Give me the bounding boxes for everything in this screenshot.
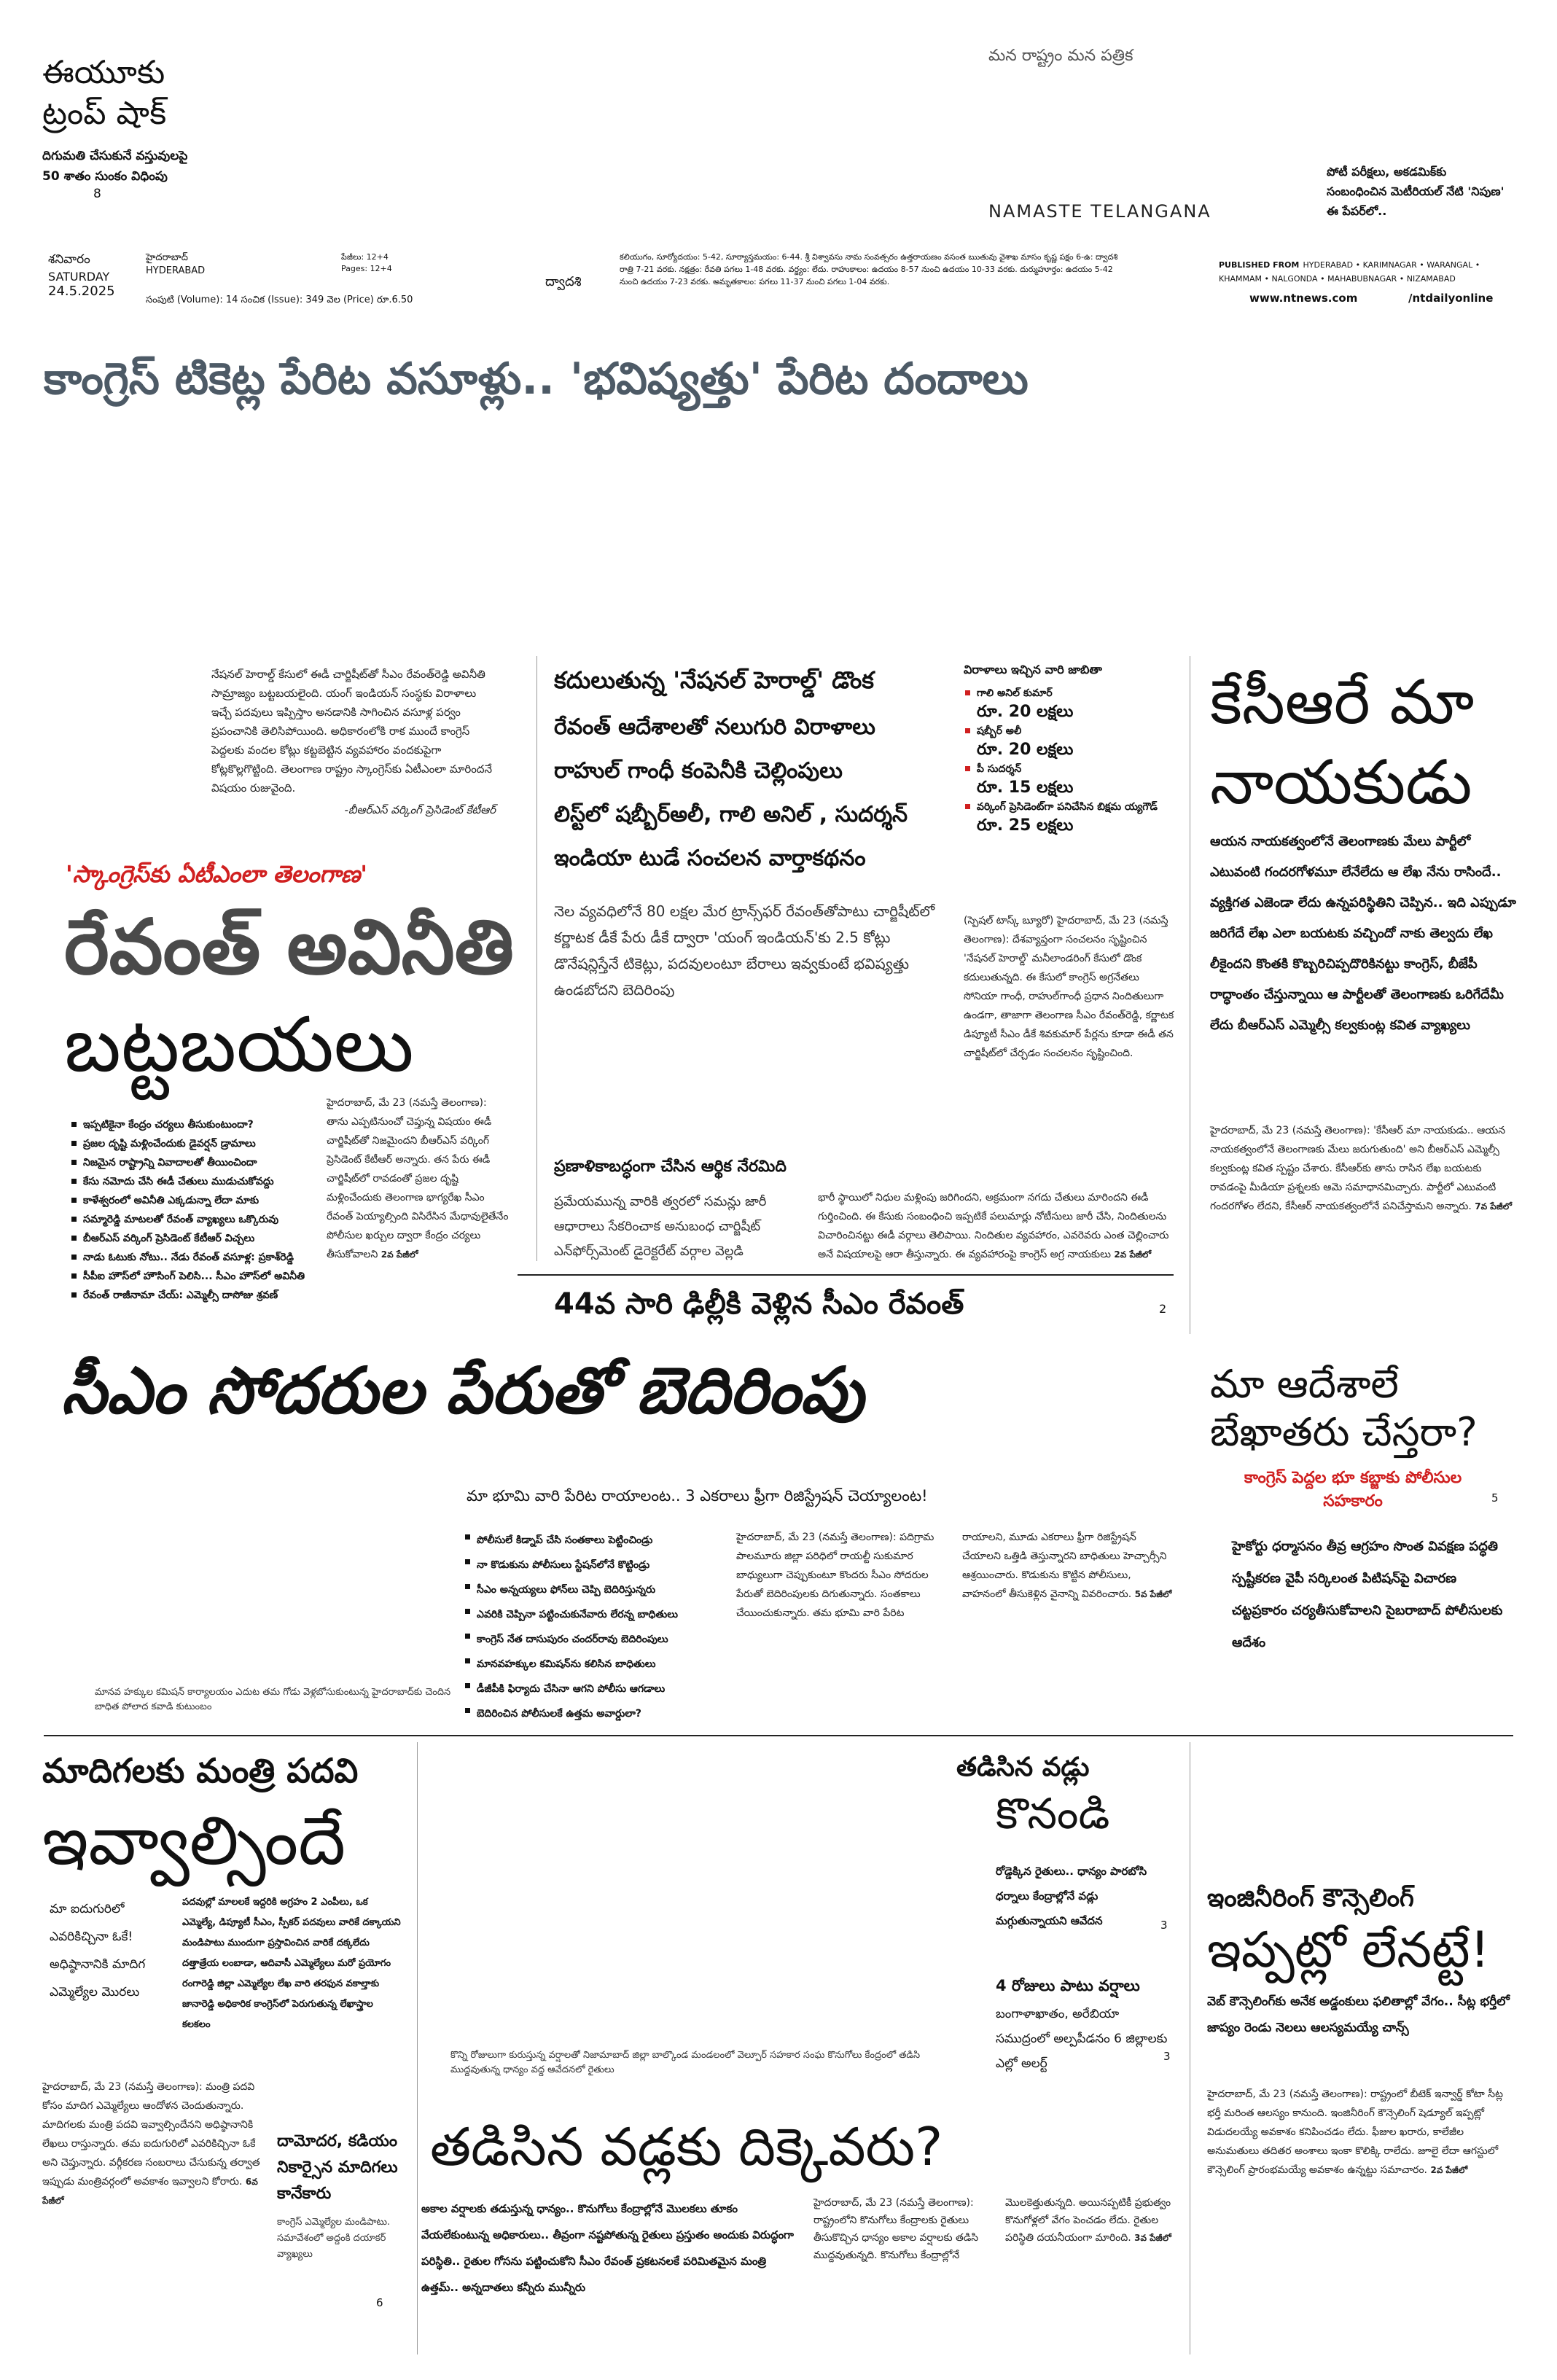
pages-te: పేజీలు: 12+4 (341, 252, 389, 262)
teaser-page: 8 (93, 187, 101, 201)
madiga-photo-box (277, 2129, 408, 2263)
nh-body-2 (818, 1188, 1175, 1264)
donor-name: షబ్బీర్ అలీ (977, 725, 1022, 737)
nh-headline: రేవంత్ ఆదేశాలతో నలుగురి విరాళాలు (554, 714, 875, 740)
madiga-photo-page: 6 (376, 2296, 383, 2309)
delhi-headline[interactable]: 44వ సారి ఢిల్లీకి వెళ్లిన సీఎం రేవంత్ (554, 1287, 964, 1321)
column-rule (417, 1742, 418, 2354)
madiga-headline-1[interactable]: మాదిగలకు మంత్రి పదవి (42, 1751, 359, 1790)
nh-deck: నెల వ్యవధిలోనే 80 లక్షల మేర ట్రాన్స్‌ఫర్ రేవంత్‌తోపాటు చార్జిషీట్‌లో కర్ణాటక డీకే పేరు డీకే ద్వారా 'యంగ్ ఇండియన్'కు 2.5 కోట్లు డొనేషన్లిస్తేనే టికెట్లు, పదవులంటూ బేరాలు ఇవ్వకుంటే భవిష్యత్తు ఉండబోదని బెదిరింపు (554, 902, 935, 999)
delhi-rule-top (518, 1274, 1174, 1276)
cm-brothers-headline[interactable]: సీఎం సోదరుల పేరుతో బెదిరింపు (61, 1353, 865, 1428)
website-link[interactable]: www.ntnews.com (1249, 292, 1358, 305)
cm-brothers-point: డీజీపీకి ఫిర్యాదు చేసినా ఆగని పోలీసు ఆగడాలు (464, 1677, 726, 1701)
date-block (48, 252, 121, 299)
ktr-quote (211, 665, 496, 819)
madiga-photo-sub: కాంగ్రెస్ ఎమ్మెల్యేల మండిపాటు. సమావేశంలో అద్దంకి దయాకర్ వ్యాఖ్యలు (277, 2217, 391, 2260)
published-label: PUBLISHED FROM (1219, 260, 1300, 270)
revanth-point: సమ్మారెడ్డి మాటలతో రేవంత్ వ్యాఖ్యలు ఒక్కొరువు (70, 1210, 318, 1229)
nh-headline: లిస్ట్‌లో షబ్బీర్‌అలీ, గాలి అనిల్ , సుదర్శన్ (554, 802, 908, 827)
nh-body-2-text: భారీ స్థాయిలో నిధుల మళ్లింపు జరిగిందని, అక్రమంగా నగదు చేతులు మారిందని ఈడీ గుర్తించింది. ఈ కేసుకు సంబంధించి ఇప్పటికే పలుమార్లు నోటీసులు జారీ చేసి, నిందితులను విచారించినట్టు ఈడీ వర్గాలు తెలిపాయి. నిందితుల వ్యవహారం, ఎవరెవరు ఎంత చెల్లించారు అనే విషయాలపై ఆరా తీస్తున్నారు. ఈ వ్యవహారంపై కాంగ్రెస్ అగ్ర నాయకులు (818, 1192, 1169, 1260)
cm-brothers-point: బెదిరించిన పోలీసులకే ఉత్తమ అవార్డులా? (464, 1701, 726, 1726)
orders-points: హైకోర్టు ధర్మాసనం తీవ్ర ఆగ్రహం సొంత వివక్షణ పద్ధతి స్పష్టీకరణ వైపీ సర్కిలంత పిటిషన్‌పై విచారణ చట్టప్రకారం చర్యతీసుకోవాలని సైబరాబాద్ పోలీసులకు ఆదేశం (1232, 1539, 1503, 1650)
paddy-jump[interactable]: 3వ పేజీలో (1134, 2233, 1171, 2243)
donor-amount: రూ. 20 లక్షలు (977, 741, 1074, 759)
revanth-headline-1[interactable]: రేవంత్ అవినీతి (64, 902, 514, 991)
madiga-body-text: హైదరాబాద్, మే 23 (నమస్తే తెలంగాణ): మంత్రి పదవి కోసం మాదిగ ఎమ్మెల్యేలు ఆందోళన చెందుతున్నారు. మాదిగలకు మంత్రి పదవి ఇవ్వాల్సిందేనని అధిష్ఠానానికి లేఖలు రాస్తున్నారు. తమ ఐదుగురిలో ఎవరికిచ్చినా ఓకే అని చెప్తున్నారు. వర్గీకరణ సంబరాలు చేసుకున్న తర్వాత ఇప్పుడు మంత్రివర్గంలో అవకాశం ఇవ్వాలని కోరారు. (42, 2081, 260, 2188)
orders-kicker: కాంగ్రెస్ పెద్దల భూ కబ్జాకు పోలీసుల సహకారం (1244, 1469, 1462, 1510)
madiga-body (42, 2077, 261, 2210)
paddy-body-text: హైదరాబాద్, మే 23 (నమస్తే తెలంగాణ): రాష్ట్రంలోని కొనుగోలు కేంద్రాలకు రైతులు తీసుకొచ్చిన ధాన్యం అకాల వర్షాలకు తడిసి ముద్దవుతున్నది. కొనుగోలు కేంద్రాల్లోనే మొలకెత్తుతున్నది. అయినప్పటికీ ప్రభుత్వం కొనుగోళ్లలో వేగం పెంచడం లేదు. రైతుల పరిస్థితి దయనీయంగా మారింది. (813, 2197, 1171, 2261)
engineering-headline-1[interactable]: ఇంజినీరింగ్ కౌన్సెలింగ్ (1207, 1884, 1414, 1913)
donor-list-title: విరాళాలు ఇచ్చిన వారి జాబితా (964, 663, 1102, 676)
nh-headlines[interactable] (554, 706, 962, 881)
revanth-point: నిజమైన రాష్ట్రాన్ని వివాదాలతో తీయించిందా (70, 1153, 318, 1172)
revanth-point: నాడు ఓటుకు నోటు.. నేడు రేవంత్ వసూళ్ల: ప్రకాశ్‌రెడ్డి (70, 1248, 318, 1267)
revanth-body (327, 1093, 509, 1264)
city-en: HYDERABAD (146, 265, 206, 276)
paddy-small-page: 3 (1160, 1919, 1168, 1932)
revanth-points (70, 1115, 318, 1305)
day-en: SATURDAY (48, 270, 110, 284)
engineering-body (1207, 2085, 1513, 2180)
masthead-teaser[interactable] (42, 52, 232, 201)
revanth-point: ప్రజల దృష్టి మళ్లించేందుకు డైవర్షన్ డ్రామాలు (70, 1134, 318, 1153)
orders-headline-1[interactable]: మా ఆదేశాలే (1210, 1361, 1399, 1407)
orders-headline-2[interactable]: బేఖాతరు చేస్తరా? (1210, 1409, 1478, 1455)
revanth-point: కాళేశ్వరంలో అవినీతి ఎక్కడున్నా లేదా మాకు (70, 1191, 318, 1210)
revanth-point: బీఆర్‌ఎస్ వర్కింగ్ ప్రెసిడెంట్ కేటీఆర్ విచ్చలు (70, 1229, 318, 1248)
engineering-jump[interactable]: 2వ పేజీలో (1430, 2165, 1468, 2175)
kcr-headline-1[interactable]: కేసీఆరే మా (1210, 666, 1475, 738)
victims-photo (61, 1523, 445, 1677)
rain-headline[interactable]: 4 రోజులు పాటు వర్షాలు (996, 1977, 1140, 1994)
nh-headline: రాహుల్ గాంధీ కంపెనీకి చెల్లింపులు (554, 758, 843, 784)
social-handle[interactable]: /ntdailyonline (1408, 292, 1494, 305)
nh-jump[interactable]: 2వ పేజీలో (1114, 1249, 1152, 1260)
victims-photo-caption: మానవ హక్కుల కమిషన్ కార్యాలయం ఎదుట తమ గోడు వెళ్లబోసుకుంటున్న హైదరాబాద్‌కు చెందిన బాధిత పోలాద కవాడి కుటుంబం (95, 1687, 451, 1712)
paddy-deck: అకాల వర్షాలకు తడుస్తున్న ధాన్యం.. కొనుగోలు కేంద్రాల్లోనే మొలకలు తూకం వేయలేకుంటున్న అధికారులు.. తీవ్రంగా నష్టపోతున్న రైతులు ప్రస్తుతం అందుకు విరుద్ధంగా పరిస్థితి.. రైతుల గోసను పట్టించుకోని సీఎం రేవంత్ ప్రకటనలకే పరిమితమైన మంత్రి ఉత్తమ్.. అన్నదాతలు కన్నీరు మున్నీరు (421, 2202, 794, 2294)
panchangam: కలియుగం, సూర్యోదయం: 5-42, సూర్యాస్తమయం: 6-44. శ్రీ విశ్వావసు నామ సంవత్సరం ఉత్తరాయణం వసంత ఋతువు వైశాఖ మాసం కృష్ణ పక్షం 6-ఉ: ద్వాదశి రాత్రి 7-21 వరకు. నక్షత్రం: రేవతి పగలు 1-48 వరకు. వర్జ్యం: లేదు. రాహుకాలం: ఉదయం 8-57 నుంచి ఉదయం 10-33 వరకు. దుర్ముహూర్తం: ఉదయం 5-42 నుంచి ఉదయం 7-23 వరకు. అమృతకాలం: పగలు 11-37 నుంచి పగలు 1-04 వరకు. (620, 252, 1118, 286)
cm-brothers-body (736, 1528, 1174, 1725)
kcr-headline-2[interactable]: నాయకుడు (1210, 746, 1472, 818)
nh-sub-body: ప్రమేయమున్న వారికి త్వరలో సమన్లు జారీ ఆధారాలు సేకరించాక అనుబంధ చార్జిషీట్ ఎన్‌ఫోర్స్‌మెంట్ డైరెక్టరేట్ వర్గాల వెల్లడి (554, 1194, 767, 1259)
cm-brothers-point: ఎవరికి చెప్పినా పట్టించుకునేవారు లేరన్న బాధితులు (464, 1602, 726, 1627)
revanth-point: సీపీఐ హౌస్‌లో హౌసింగ్ పెలిసి... సీఎం హౌస్‌లో అవినీతి (70, 1267, 318, 1286)
city-block (146, 252, 205, 276)
nh-body-1: (స్పెషల్ టాస్క్ బ్యూరో) హైదరాబాద్, మే 23 (నమస్తే తెలంగాణ): దేశవ్యాప్తంగా సంచలనం సృష్టించిన 'నేషనల్ హెరాల్డ్' మనీలాండరింగ్ కేసులో డొంక కదులుతున్నది. ఈ కేసులో కాంగ్రెస్ అగ్రనేతలు సోనియా గాంధీ, రాహుల్‌గాంధీ ప్రధాన నిందితులుగా ఉండగా, తాజాగా తెలంగాణ సీఎం రేవంత్‌రెడ్డి, కర్ణాటక డిప్యూటీ సీఎం డీకే శివకుమార్ పేర్లను కూడా ఈడీ తన చార్జిషీట్‌లో చేర్చడం సంచలనం సృష్టించింది. (964, 915, 1174, 1059)
paddy-small-headline-2[interactable]: కొనండి (996, 1789, 1110, 1838)
publication-info (1219, 257, 1525, 284)
section-rule (44, 1735, 1513, 1736)
teaser-subtitle: దిగుమతి చేసుకునే వస్తువులపై 50 శాతం సుంకం విధింపు (42, 149, 188, 184)
rain-body: బంగాళాఖాతం, అరేబియా సముద్రంలో అల్పపీడనం 6 జిల్లాలకు ఎల్లో అలర్ట్ (996, 2007, 1168, 2071)
donor-name: వర్కింగ్ ప్రెసిడెంట్‌గా పనిచేసిన బిక్షమ య్యగౌడ్ (977, 801, 1158, 813)
kcr-quote: ఆయన నాయకత్వంలోనే తెలంగాణకు మేలు పార్టీలో ఎటువంటి గందరగోళమూ లేనేలేదు ఆ లేఖ నేను రాసిందే.. వ్యక్తిగత ఎజెండా లేదు ఉన్నపరిస్థితిని చెప్పిన.. ఇది ఎప్పుడూ జరిగేదే లేఖ ఎలా బయటకు వచ్చిందో నాకు తెల్వదు లేఖ లీకైందని కొంతకి కొబ్బరిచిప్పదొరికినట్టు కాంగ్రెస్, బీజేపీ రాద్ధాంతం చేస్తున్నాయి ఆ పార్టీలతో తెలంగాణకు ఒరిగేదేమీ లేదు బీఆర్‌ఎస్ ఎమ్మెల్సీ కల్వకుంట్ల కవిత వ్యాఖ్యలు (1210, 834, 1516, 1033)
tithi: ద్వాదశి (545, 274, 582, 289)
paddy-photo-caption: కొన్ని రోజులుగా కురుస్తున్న వర్షాలతో నిజామాబాద్ జిల్లా బాల్కొండ మండలంలో వెల్పూర్ సహకార సంఘ కొనుగోలు కేంద్రంలో తడిసి ముద్దవుతున్న ధాన్యం వద్ద ఆవేదనలో రైతులు (450, 2050, 921, 2075)
engineering-deck: వెబ్ కౌన్సెలింగ్‌కు అనేక అడ్డంకులు ఫలితాల్లో వేగం.. సీట్ల భర్తీలో జాప్యం రెండు నెలలు ఆలస్యమయ్యే చాన్స్ (1207, 1994, 1510, 2035)
cm-brothers-point: నా కొడుకును పోలీసులు స్టేషన్‌లోనే కొట్టిండ్రు (464, 1553, 726, 1577)
donor-item (964, 797, 1168, 835)
cm-brothers-point: కాంగ్రెస్ నేత దాసుపురం చందర్‌రావు బెదిరింపులు (464, 1627, 726, 1652)
paddy-small-deck: రోడ్డెక్కిన రైతులు.. ధాన్యం పారబోసి ధర్నాలు కేంద్రాల్లోనే వడ్లు మగ్గుతున్నాయని ఆవేదన (996, 1865, 1147, 1927)
kcr-jump[interactable]: 7వ పేజీలో (1475, 1201, 1512, 1212)
orders-page: 5 (1491, 1491, 1499, 1505)
column-rule (536, 656, 537, 1261)
revanth-jump[interactable]: 2వ పేజీలో (381, 1249, 418, 1260)
donor-amount: రూ. 20 లక్షలు (977, 703, 1074, 721)
delhi-page: 2 (1159, 1302, 1167, 1316)
cm-brothers-jump[interactable]: 5వ పేజీలో (1134, 1589, 1172, 1599)
revanth-point: కేసు నమోదు చేసి ఈడీ చేతులు ముడుచుకోవద్దు (70, 1172, 318, 1191)
paddy-photo (433, 1748, 943, 2040)
madiga-points: పదవుల్లో మాలలకే ఇద్దరికి అగ్రహం 2 ఎంపీలు, ఒక ఎమ్మెల్యే, డిప్యూటీ సీఎం, స్పీకర్ పదవులు వారికే దక్కాయని మండిపాటు ముందుగా ప్రస్తావించిన వారికే దక్కలేదు దత్తాత్రేయ లంబాడా, ఆదివాసీ ఎమ్మెల్యేలు మరో ప్రయోగం రంగారెడ్డి జిల్లా ఎమ్మెల్యేల లేఖ వారి తరఫున వకాల్తాకు జానారెడ్డి అధికారిక కాంగ్రెస్‌లో పెరుగుతున్న లేఖాస్త్రాల కలకలం (182, 1897, 401, 2030)
madiga-jump[interactable]: 6వ పేజీలో (42, 2177, 258, 2206)
donor-items (964, 684, 1168, 835)
day-te: శనివారం (48, 252, 90, 267)
donor-name: గాలి అనిల్ కుమార్ (977, 687, 1053, 699)
banner-headline[interactable]: కాంగ్రెస్ టికెట్ల పేరిట వసూళ్లు.. 'భవిష్యత్తు' పేరిట దందాలు (44, 354, 1029, 405)
cm-brothers-point: సీఎం అన్నయ్యలు ఫోన్‌లు చెప్పి బెదిరిస్తున్నరు (464, 1577, 726, 1602)
kcr-body-text: హైదరాబాద్, మే 23 (నమస్తే తెలంగాణ): 'కేసీఆర్ మా నాయకుడు.. ఆయన నాయకత్వంలోనే తెలంగాణకు మేలు జరుగుతుంది' అని బీఆర్‌ఎస్ ఎమ్మెల్సీ కల్వకుంట్ల కవిత స్పష్టం చేశారు. కేసీఆర్‌కు తాను రాసిన లేఖ బయటకు రావడంపై మీడియా ప్రశ్నలకు ఆమె సమాధానమిచ్చారు. పార్టీలో ఎటువంటి గందరగోళం లేదని, కేసీఆర్ నాయకత్వంలోనే పనిచేస్తామని అన్నారు. (1210, 1125, 1506, 1212)
cm-brothers-body-text: హైదరాబాద్, మే 23 (నమస్తే తెలంగాణ): పదిగ్రామ పాలమూరు జిల్లా పరిధిలో రాయల్టీ సుకుమార బాధ్యులుగా చెప్పుకుంటూ కొందరు సీఎం సోదరుల పేరుతో బెదిరింపులకు దిగుతున్నారు. సంతకాలు చేయించుకున్నారు. తమ భూమి వారి పేరిట రాయాలని, మూడు ఎకరాలు ఫ్రీగా రిజిస్ట్రేషన్ చేయాలని ఒత్తిడి తెస్తున్నారని బాధితులు హెచ్చార్సీని ఆశ్రయించారు. కొడుకును కొట్టిన పోలీసులు, వాహనంలో తీసుకెళ్లిన వైనాన్ని వివరించారు. (736, 1532, 1167, 1619)
donor-item (964, 722, 1168, 760)
revanth-headline-2[interactable]: బట్టబయలు (64, 1000, 414, 1089)
revanth-point: రేవంత్ రాజీనామా చేయ్: ఎమ్మెల్సీ దాసోజు శ్రవణ్ (70, 1286, 318, 1305)
nh-kicker[interactable]: కదులుతున్న 'నేషనల్ హెరాల్డ్' డొంక (554, 666, 874, 694)
published-cities: HYDERABAD • KARIMNAGAR • WARANGAL • KHAMMAM • NALGONDA • MAHABUBNAGAR • NIZAMABAD (1219, 260, 1480, 284)
cm-brothers-point: మానవహక్కుల కమిషన్‌ను కలిసిన బాధితులు (464, 1652, 726, 1677)
cm-brothers-point: పోలీసులే కిడ్నాప్ చేసి సంతకాలు పెట్టించిండ్రు (464, 1528, 726, 1553)
madiga-photo-text: దామోదర, కడియం నికార్సైన మాదిగలు కానేకారు (277, 2132, 398, 2203)
donor-amount: రూ. 15 లక్షలు (977, 779, 1074, 797)
pages-en: Pages: 12+4 (341, 264, 392, 273)
revanth-body-text: హైదరాబాద్, మే 23 (నమస్తే తెలంగాణ): తాను ఎప్పటినుంచో చెప్తున్న విషయం ఈడీ చార్జిషీట్‌తో నిజమైందని బీఆర్‌ఎస్ వర్కింగ్ ప్రెసిడెంట్ కేటీఆర్ అన్నారు. తన పేరు ఈడీ చార్జిషీట్‌లో రావడంతో ప్రజల దృష్టి మళ్లించేందుకు తెలంగాణ భాగ్యరేఖ సీఎం రేవంత్ పెయ్యాల్సింది విసిరేసిన మేధావులైతేనేం పోలీసుల ఖర్చుల ద్వారా కేంద్రం చర్యలు తీసుకోవాలని (327, 1097, 509, 1260)
pages-block (341, 252, 392, 273)
brand-name: NAMASTE TELANGANA (988, 201, 1211, 222)
paddy-body (813, 2194, 1185, 2340)
right-teaser[interactable]: పోటీ పరీక్షలు, అకడమిక్‌కు సంబంధించిన మెటీరియల్ నేటి 'నిపుణ' ఈ పేపర్‌లో.. (1327, 165, 1505, 218)
donor-item (964, 684, 1168, 722)
ktr-quote-text: నేషనల్ హెరాల్డ్ కేసులో ఈడీ చార్జిషీట్‌తో సీఎం రేవంత్‌రెడ్డి అవినీతి సామ్రాజ్యం బట్టబయలైంది. యంగ్ ఇండియన్ సంస్థకు విరాళాలు ఇచ్చే పదవులు ఇప్పిస్తాం అనడానికి సాగించిన వసూళ్ల పర్వం ప్రపంచానికి తెలిసిపోయింది. అధికారంలోకి రాక ముందే కాంగ్రెస్ పెద్దలకు వందల కోట్లు కట్టబెట్టిన వ్యవహారం వందకుపైగా కోట్లకొల్లగొట్టింది. తెలంగాణ రాష్ట్రం స్కాంగ్రెస్‌కు ఏటీఎంలా మారిందనే విషయం రుజువైంది. (211, 668, 492, 795)
nh-sub-head: ప్రణాళికాబద్ధంగా చేసిన ఆర్థిక నేరమిది (554, 1158, 787, 1176)
teaser-title: ఈయూకు ట్రంప్ షాక్ (42, 54, 167, 132)
scam-kicker: 'స్కాంగ్రెస్‌కు ఏటీఎంలా తెలంగాణ' (66, 860, 368, 888)
kcr-body (1210, 1121, 1516, 1216)
madiga-side: మా ఐదుగురిలో ఎవరికిచ్చినా ఓకే! అధిష్ఠానానికి మాదిగ ఎమ్మెల్యేల మొరలు (50, 1902, 146, 1999)
donor-item (964, 760, 1168, 797)
donor-amount: రూ. 25 లక్షలు (977, 816, 1074, 835)
donor-name: పీ సుదర్శన్ (977, 763, 1022, 775)
volume-line: సంపుటి (Volume): 14 సంచిక (Issue): 349 వెల (Price) రూ.6.50 (146, 294, 413, 305)
engineering-headline-2[interactable]: ఇప్పట్లో లేనట్టే! (1207, 1921, 1490, 1979)
cm-brothers-points (464, 1528, 726, 1726)
paddy-main-headline[interactable]: తడిసిన వడ్లకు దిక్కెవరు? (430, 2116, 943, 2177)
donor-list (964, 660, 1168, 835)
cm-brothers-deck: మా భూమి వారి పేరిట రాయాలంట.. 3 ఎకరాలు ఫ్రీగా రిజిస్ట్రేషన్ చెయ్యాలంట! (467, 1487, 928, 1505)
nh-headline: ఇండియా టుడే సంచలన వార్తాకథనం (554, 846, 866, 871)
rain-page: 3 (1163, 2050, 1171, 2063)
ktr-quote-attribution: -బీఆర్‌ఎస్ వర్కింగ్ ప్రెసిడెంట్ కేటీఆర్ (344, 803, 496, 816)
engineering-body-text: హైదరాబాద్, మే 23 (నమస్తే తెలంగాణ): రాష్ట్రంలో బీటెక్ ఇన్వార్డ్ కోటా సీట్ల భర్తీ మరింత ఆలస్యం కానుంది. ఇంజినీరింగ్ కౌన్సెలింగ్ షెడ్యూల్ ఇప్పట్లో విడుదలయ్యే అవకాశం కనిపించడం లేదు. ఫీజుల ఖరారు, కాలేజీల అనుమతులు తదితర అంశాలు ఇంకా కొలిక్కి రాలేదు. జూలై లేదా ఆగస్టులో కౌన్సెలింగ్ ప్రారంభమయ్యే అవకాశం ఉన్నట్టు సమాచారం. (1207, 2088, 1503, 2176)
madiga-headline-2[interactable]: ఇవ్వాల్సిందే (42, 1802, 346, 1880)
slogan: మన రాష్ట్రం మన పత్రిక (988, 47, 1133, 65)
city-te: హైదరాబాద్ (146, 252, 188, 263)
date: 24.5.2025 (48, 284, 115, 299)
revanth-point: ఇప్పటికైనా కేంద్రం చర్యలు తీసుకుంటుందా? (70, 1115, 318, 1134)
paddy-small-headline-1[interactable]: తడిసిన వడ్లు (956, 1752, 1090, 1782)
